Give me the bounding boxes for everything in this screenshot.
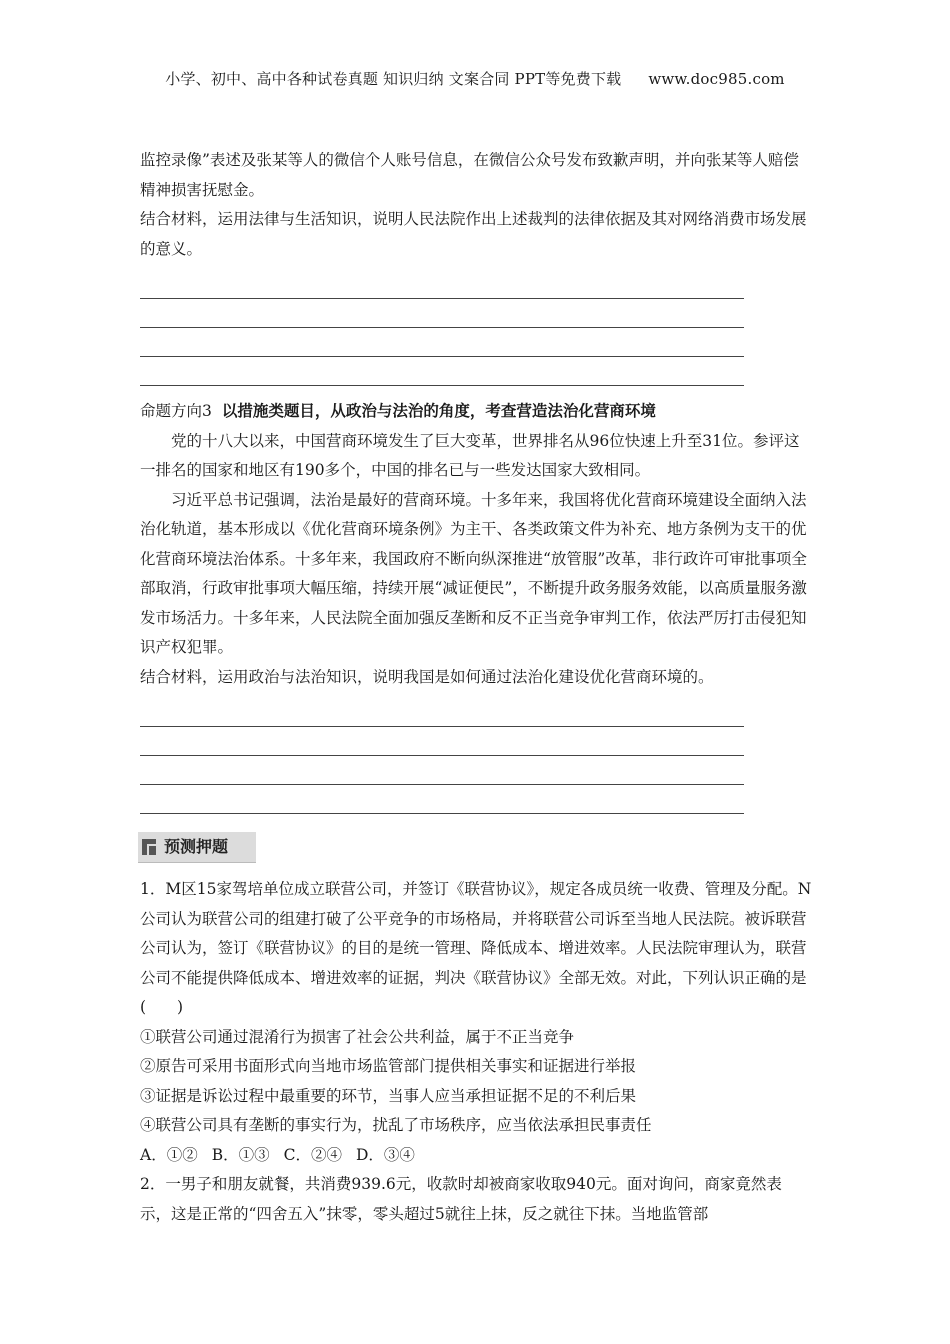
question-2-stem: 2．一男子和朋友就餐，共消费939.6元，收款时却被商家收取940元。面对询问，商家竟然表示，这是正常的“四舍五入”抹零，零头超过5就往上抹，反之就往下抹。当地监管部 bbox=[140, 1175, 782, 1223]
direction-paragraph-2: 习近平总书记强调，法治是最好的营商环境。十多年来，我国将优化营商环境建设全面纳入法治化轨道，基本形成以《优化营商环境条例》为主干、各类政策文件为补充、地方条例为支干的优化营商环境法治体系。十多年来，我国政府不断向纵深推进“放管服”改革，非行政许可审批事项全部取消，行政审批事项大幅压缩，持续开展“减证便民”，不断提升政务服务效能，以高质量服务激发市场活力。十多年来，人民法院全面加强反垄断和反不正当竞争审判工作，依法严厉打击侵犯知识产权犯罪。 bbox=[140, 490, 807, 656]
question-1-item-2: ②原告可采用书面形式向当地市场监管部门提供相关事实和证据进行举报 bbox=[140, 1057, 637, 1075]
answer-line bbox=[140, 756, 744, 785]
part1-question: 结合材料，运用法律与生活知识，说明人民法院作出上述裁判的法律依据及其对网络消费市场发展的意义。 bbox=[140, 210, 807, 258]
answer-line bbox=[140, 785, 744, 814]
direction-title: 以措施类题目，从政治与法治的角度，考查营造法治化营商环境 bbox=[221, 401, 656, 420]
direction-heading bbox=[140, 396, 812, 427]
option-a: A．①② bbox=[140, 1145, 198, 1164]
answer-line bbox=[140, 328, 744, 357]
question-1-item-3: ③证据是诉讼过程中最重要的环节，当事人应当承担证据不足的不利后果 bbox=[140, 1086, 637, 1105]
section-title: 预测押题 bbox=[164, 837, 229, 857]
answer-lines-1 bbox=[140, 270, 812, 386]
section-square-icon bbox=[142, 839, 156, 855]
question-1-options bbox=[140, 1141, 812, 1171]
answer-lines-2 bbox=[140, 698, 812, 814]
answer-line bbox=[140, 357, 744, 386]
document-body bbox=[140, 146, 812, 1229]
answer-line bbox=[140, 299, 744, 328]
part1-paragraph: 监控录像”表述及张某等人的微信个人账号信息，在微信公众号发布致歉声明，并向张某等人赔偿精神损害抚慰金。 bbox=[140, 151, 799, 199]
option-d: D．③④ bbox=[355, 1145, 415, 1164]
header-text: 小学、初中、高中各种试卷真题 知识归纳 文案合同 PPT等免费下载 bbox=[165, 70, 622, 88]
direction-label: 命题方向3 bbox=[140, 402, 212, 420]
page-header bbox=[0, 68, 950, 89]
option-c: C．②④ bbox=[283, 1145, 342, 1164]
answer-line bbox=[140, 727, 744, 756]
direction-paragraph-1: 党的十八大以来，中国营商环境发生了巨大变革，世界排名从96位快速上升至31位。参评这一排名的国家和地区有190多个，中国的排名已与一些发达国家大致相同。 bbox=[140, 431, 800, 479]
answer-line bbox=[140, 270, 744, 299]
section-banner bbox=[138, 832, 256, 863]
question-1-item-4: ④联营公司具有垄断的事实行为，扰乱了市场秩序，应当依法承担民事责任 bbox=[140, 1116, 652, 1134]
question-1-stem: 1．M区15家驾培单位成立联营公司，并签订《联营协议》，规定各成员统一收费、管理及分配。N公司认为联营公司的组建打破了公平竞争的市场格局，并将联营公司诉至当地人民法院。被诉联营公司认为，签订《联营协议》的目的是统一管理、降低成本、增进效率。人民法院审理认为，联营公司不能提供降低成本、增进效率的证据，判决《联营协议》全部无效。对此，下列认识正确的是( ) bbox=[140, 880, 812, 1016]
answer-line bbox=[140, 698, 744, 727]
question-1-item-1: ①联营公司通过混淆行为损害了社会公共利益，属于不正当竞争 bbox=[140, 1027, 575, 1046]
header-site[interactable]: www.doc985.com bbox=[648, 70, 785, 88]
direction-question: 结合材料，运用政治与法治知识，说明我国是如何通过法治化建设优化营商环境的。 bbox=[140, 667, 714, 686]
option-b: B．①③ bbox=[211, 1145, 270, 1164]
